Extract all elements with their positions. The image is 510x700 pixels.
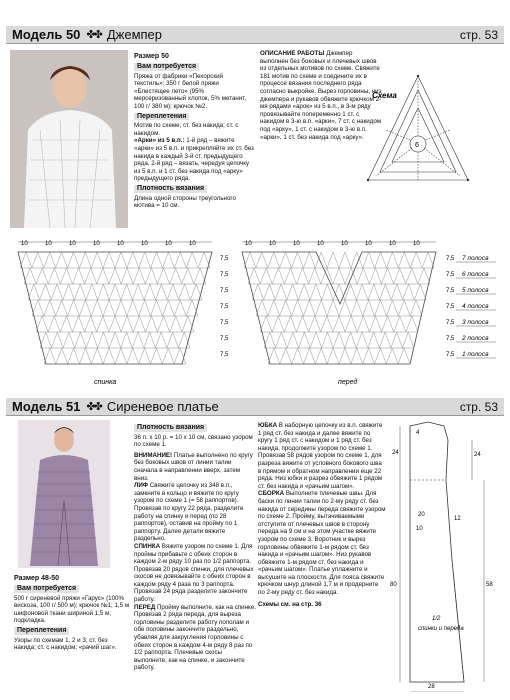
model50-pattern-diagram bbox=[6, 234, 504, 394]
stitches-text: Мотив по схеме; ст. без накида; ст. с накидом. bbox=[134, 122, 239, 137]
model50-requirements bbox=[134, 50, 254, 230]
motif-triangle bbox=[139, 252, 151, 268]
motif-triangle bbox=[280, 300, 292, 316]
motif-scheme bbox=[336, 50, 504, 210]
description-label: ОПИСАНИЕ РАБОТЫ bbox=[260, 50, 325, 57]
motif-triangle bbox=[109, 268, 121, 284]
materials-heading: Вам потребуется bbox=[14, 585, 79, 593]
motif-triangle bbox=[157, 268, 169, 284]
motif-triangle bbox=[72, 316, 84, 332]
model51-page: стр. 53 bbox=[459, 399, 498, 414]
motif-triangle bbox=[40, 284, 52, 300]
motif-triangle bbox=[103, 300, 115, 316]
motif-triangle bbox=[103, 252, 115, 268]
motif-triangle bbox=[127, 300, 139, 316]
motif-triangle bbox=[380, 284, 392, 300]
motif-triangle bbox=[414, 284, 426, 300]
motif-triangle bbox=[109, 284, 121, 300]
dress-pattern-outline bbox=[410, 422, 464, 682]
height-dim-label: 7,5 bbox=[220, 272, 229, 278]
width-dim-label: 10 bbox=[165, 241, 172, 247]
motif-triangle bbox=[74, 284, 86, 300]
motif-triangle bbox=[287, 284, 299, 300]
arches-text: 1-й ряд – вяжите «арки» из 5 в.п. и прикрепляйте их ст. без накида в каждый 3-й ст. предыдущего ряда, 2-й ряд – вязать, чередуя цепочку из 5 в.п. и 1 ст. без накида под «арку» предыдущего ряда. bbox=[134, 137, 254, 183]
motif-triangle bbox=[333, 332, 345, 348]
motif-triangle bbox=[391, 284, 403, 300]
motif-triangle bbox=[391, 332, 403, 348]
motif-triangle bbox=[315, 300, 327, 316]
motif-triangle bbox=[151, 252, 163, 268]
motif-triangle bbox=[115, 300, 127, 316]
motif-triangle bbox=[287, 332, 299, 348]
width-dim-label: 10 bbox=[269, 241, 276, 247]
motif-triangle bbox=[32, 252, 44, 268]
motif-triangle bbox=[109, 332, 121, 348]
width-dim-label: 10 bbox=[317, 241, 324, 247]
motif-triangle bbox=[303, 252, 315, 268]
motif-triangle bbox=[418, 268, 430, 284]
motif-triangle bbox=[280, 252, 292, 268]
woman-in-white-jumper-image bbox=[10, 50, 128, 228]
motif-triangle bbox=[315, 348, 327, 364]
motif-triangle bbox=[127, 348, 139, 364]
motif-triangle bbox=[280, 348, 292, 364]
width-dim-label: 10 bbox=[189, 241, 196, 247]
gauge-text: 36 п. х 10 р. = 10 х 10 см, связано узором по схеме 1. bbox=[134, 433, 253, 449]
motif-triangle bbox=[151, 348, 163, 364]
skirt-label: ЮБКА bbox=[258, 422, 278, 429]
motif-triangle bbox=[357, 268, 369, 284]
motif-triangle bbox=[260, 268, 272, 284]
height-dim-label: 7,5 bbox=[446, 320, 455, 326]
stripe-label: 3 полоса bbox=[462, 319, 489, 326]
motif-triangle bbox=[162, 348, 174, 364]
model51-column2 bbox=[258, 422, 386, 690]
motif-triangle bbox=[368, 332, 380, 348]
motif-triangle bbox=[406, 268, 418, 284]
motif-triangle bbox=[97, 316, 109, 332]
width-dim-label: 10 bbox=[69, 241, 76, 247]
motif-triangle bbox=[284, 316, 296, 332]
motif-triangle bbox=[422, 252, 434, 268]
motif-triangle bbox=[36, 316, 48, 332]
motif-triangle bbox=[52, 332, 64, 348]
motif-triangle bbox=[98, 284, 110, 300]
dim-4: 4 bbox=[416, 430, 420, 436]
width-dim-label: 10 bbox=[293, 241, 300, 247]
width-dim-label: 10 bbox=[45, 241, 52, 247]
dim-10: 10 bbox=[416, 526, 423, 532]
height-dim-label: 7,5 bbox=[220, 320, 229, 326]
motif-triangle bbox=[375, 348, 387, 364]
motif-triangle bbox=[345, 332, 357, 348]
motif-triangle bbox=[309, 268, 321, 284]
motif-triangle bbox=[86, 284, 98, 300]
height-dim-label: 7,5 bbox=[446, 336, 455, 342]
model50-header bbox=[6, 26, 504, 44]
motif-triangle bbox=[356, 284, 368, 300]
height-dim-label: 7,5 bbox=[446, 288, 455, 294]
assembly-label: СБОРКА bbox=[258, 490, 285, 498]
motif-triangle bbox=[155, 332, 167, 348]
motif-triangle bbox=[322, 332, 334, 348]
height-dim-label: 7,5 bbox=[220, 304, 229, 310]
motif-triangle bbox=[68, 252, 80, 268]
width-dim-label: 10 bbox=[21, 241, 28, 247]
motif-triangle bbox=[145, 316, 157, 332]
motif-triangle bbox=[310, 332, 322, 348]
stripe-label: 6 полоса bbox=[462, 271, 489, 278]
height-dim-label: 7,5 bbox=[446, 304, 455, 310]
motif-triangle bbox=[345, 316, 357, 332]
dim-28: 28 bbox=[428, 684, 435, 690]
height-dim-label: 7,5 bbox=[220, 352, 229, 358]
motif-triangle bbox=[63, 284, 75, 300]
motif-triangle bbox=[260, 316, 272, 332]
motif-triangle bbox=[167, 284, 179, 300]
motif-triangle bbox=[299, 332, 311, 348]
gauge-heading: Плотность вязания bbox=[134, 185, 207, 193]
back-label: СПИНКА bbox=[134, 542, 161, 550]
motif-triangle bbox=[79, 252, 91, 268]
motif-triangle bbox=[156, 284, 168, 300]
description-text: Джемпер выполнен без боковых и плечевых швов из отдельных мотивов по схеме. Свяжите 181 мотив по схеме и соедините их в процессе вязания последнего ряда согласно выкройке. Вырез горловины, низ джемпера и рукавов обвяжите крючком 2-мя рядами «арок» из 5 в.п., в 3-м ряду провязывайте попеременно 1 ст. с накидом в 3-ю в.п. «арки», 7 ст. с накидом под «арку», 1 ст. с накидом в 3-ю в.п. «арки», 1 ст. без накида под «арку». bbox=[260, 50, 382, 141]
motif-triangle bbox=[132, 284, 144, 300]
scheme-reference: Схемы см. на стр. 36 bbox=[258, 600, 322, 608]
model51-column1 bbox=[134, 422, 256, 690]
scheme-label: Схема bbox=[372, 91, 397, 100]
motif-triangle bbox=[410, 300, 422, 316]
motif-triangle bbox=[174, 300, 186, 316]
motif-triangle bbox=[398, 300, 410, 316]
dim-12: 12 bbox=[454, 516, 461, 522]
motif-triangle bbox=[363, 252, 375, 268]
motif-triangle bbox=[321, 316, 333, 332]
width-dim-label: 10 bbox=[93, 241, 100, 247]
dim-58: 58 bbox=[486, 582, 493, 588]
front-width-dims bbox=[242, 241, 436, 247]
motif-triangle bbox=[182, 316, 194, 332]
motif-triangle bbox=[345, 284, 357, 300]
motif-triangle bbox=[85, 316, 97, 332]
stripe-label: 1 полоса bbox=[462, 351, 489, 358]
front-label: перед bbox=[338, 379, 358, 386]
dress-pattern-diagram bbox=[388, 420, 506, 692]
motif-triangle bbox=[44, 300, 56, 316]
motif-triangle bbox=[56, 300, 68, 316]
motif-triangle bbox=[272, 268, 284, 284]
height-dim-label: 7,5 bbox=[446, 352, 455, 358]
model51-title: Сиреневое платье bbox=[106, 399, 219, 414]
motif-triangle bbox=[375, 252, 387, 268]
model51-photo bbox=[18, 420, 110, 568]
height-dim-label: 7,5 bbox=[220, 256, 229, 262]
width-dim-label: 10 bbox=[245, 241, 252, 247]
scheme-center: 6 bbox=[415, 142, 419, 149]
motif-triangle bbox=[297, 268, 309, 284]
skirt-text: В наборную цепочку из в.п. свяжите 1 ряд ст. без накида и далее вяжите по кругу 1 ряд ст. с накидом и 1 ряд ст. без накида, продолжите узором по схеме 1. Провязав 58 рядов узором по схеме 1, для разреза вяжите от условного бокового шва в прямом и обратном направлении еще 22 ряда. Низ юбки и разрез обвяжите 1 рядом ст. без накида и «рачьим шагом». bbox=[258, 422, 383, 490]
stripe-label: 4 полоса bbox=[462, 303, 489, 310]
height-dim-label: 7,5 bbox=[220, 288, 229, 294]
size-heading: Размер 50 bbox=[134, 53, 169, 60]
motif-triangle bbox=[48, 316, 60, 332]
motif-triangle bbox=[115, 348, 127, 364]
motif-triangle bbox=[339, 348, 351, 364]
motif-triangle bbox=[410, 252, 422, 268]
back-label: спинка bbox=[94, 379, 117, 386]
motif-triangle bbox=[170, 316, 182, 332]
motif-triangle bbox=[163, 252, 175, 268]
motif-triangle bbox=[292, 252, 304, 268]
model50-title: Джемпер bbox=[106, 27, 163, 42]
motif-triangle bbox=[121, 316, 133, 332]
motif-triangle bbox=[44, 252, 56, 268]
motif-triangle bbox=[121, 284, 133, 300]
motif-triangle bbox=[85, 268, 97, 284]
motif-triangle bbox=[304, 348, 316, 364]
stitches-text: Узоры по схемам 1, 2 и 3; ст. без накида; ст. с накидом; «рачий шаг». bbox=[14, 636, 117, 652]
motif-triangle bbox=[170, 268, 182, 284]
motif-triangle bbox=[357, 316, 369, 332]
motif-triangle bbox=[351, 300, 363, 316]
motif-triangle bbox=[394, 268, 406, 284]
motif-triangle bbox=[162, 300, 174, 316]
motif-triangle bbox=[386, 300, 398, 316]
stripe-labels bbox=[456, 255, 496, 358]
materials-text: 500 г сиреневой пряжи «Гарус» (100% вискоза, 100 г/ 500 м); крючок №1; 1,5 м шифоновой ткани шириной 1,5 м; подкладка. bbox=[14, 594, 130, 625]
motif-triangle bbox=[264, 284, 276, 300]
decor-icon: ✤✤ bbox=[86, 29, 101, 41]
motif-triangle bbox=[190, 284, 202, 300]
motif-triangle bbox=[327, 252, 339, 268]
motif-triangle bbox=[375, 300, 387, 316]
motif-triangle bbox=[24, 268, 36, 284]
motif-triangle bbox=[333, 268, 345, 284]
width-dim-label: 10 bbox=[365, 241, 372, 247]
motif-triangle bbox=[139, 300, 151, 316]
motif-triangle bbox=[86, 332, 98, 348]
motif-triangle bbox=[386, 348, 398, 364]
motif-triangle bbox=[73, 268, 85, 284]
motif-triangle bbox=[403, 284, 415, 300]
motif-triangle bbox=[369, 268, 381, 284]
gauge-text: Длина одной стороны треугольного мотива = 10 см. bbox=[134, 194, 236, 210]
attention-text: Платье выполнено по кругу без боковых швов от линии талии сначала в направлении вверх, затем вниз. bbox=[134, 451, 253, 482]
motif-triangle bbox=[36, 268, 48, 284]
model51-header bbox=[6, 398, 504, 416]
motif-triangle bbox=[60, 268, 72, 284]
motif-triangle bbox=[144, 284, 156, 300]
motif-triangle bbox=[268, 300, 280, 316]
motif-triangle bbox=[406, 316, 418, 332]
motif-triangle bbox=[139, 348, 151, 364]
size-heading: Размер 48-50 bbox=[14, 575, 60, 582]
pattern-panel-label: спинки и переда bbox=[418, 626, 464, 632]
motif-triangle bbox=[182, 268, 194, 284]
stitches-heading: Переплетения bbox=[14, 627, 69, 635]
motif-triangle bbox=[56, 348, 68, 364]
back-height-dims bbox=[220, 256, 229, 358]
arches-label: «Арки» из 5 в.п.: bbox=[134, 137, 185, 145]
motif-triangle bbox=[144, 332, 156, 348]
motif-triangle bbox=[292, 300, 304, 316]
motif-triangle bbox=[133, 268, 145, 284]
stitches-heading: Переплетения bbox=[134, 113, 189, 121]
motif-triangle bbox=[327, 348, 339, 364]
motif-triangle bbox=[272, 316, 284, 332]
motif-triangle bbox=[151, 300, 163, 316]
front-pattern bbox=[242, 252, 436, 364]
model51-number: Модель 51 bbox=[12, 399, 81, 414]
width-dim-label: 10 bbox=[341, 241, 348, 247]
back-width-dims bbox=[18, 241, 212, 247]
front-label: ПЕРЕД bbox=[134, 603, 156, 611]
pattern-fraction: 1/2 bbox=[432, 616, 441, 622]
model50-number: Модель 50 bbox=[12, 27, 81, 42]
model50-photo bbox=[10, 50, 128, 228]
motif-triangle bbox=[68, 300, 80, 316]
motif-triangle bbox=[402, 332, 414, 348]
motif-triangle bbox=[98, 332, 110, 348]
motif-triangle bbox=[63, 332, 75, 348]
motif-triangle bbox=[394, 316, 406, 332]
dim-24-right: 24 bbox=[474, 452, 481, 458]
motif-triangle bbox=[268, 252, 280, 268]
motif-triangle bbox=[298, 284, 310, 300]
motif-triangle bbox=[284, 268, 296, 284]
motif-triangle bbox=[127, 252, 139, 268]
motif-triangle bbox=[60, 316, 72, 332]
motif-triangle bbox=[369, 316, 381, 332]
dim-24: 24 bbox=[392, 450, 399, 456]
motif-triangle bbox=[115, 252, 127, 268]
woman-in-lilac-dress-image bbox=[18, 420, 110, 568]
motif-triangle bbox=[368, 284, 380, 300]
motif-triangle bbox=[121, 332, 133, 348]
motif-triangle bbox=[339, 252, 351, 268]
motif-triangle bbox=[109, 316, 121, 332]
motif-triangle bbox=[133, 316, 145, 332]
width-dim-label: 10 bbox=[413, 241, 420, 247]
motif-triangle bbox=[167, 332, 179, 348]
motif-triangle bbox=[186, 252, 198, 268]
motif-triangle bbox=[91, 348, 103, 364]
model51-requirements bbox=[14, 572, 130, 678]
motif-triangle bbox=[379, 332, 391, 348]
motif-triangle bbox=[179, 284, 191, 300]
bodice-text: Свяжите цепочку из 348 в.п., замкните в кольцо и вяжите по кругу узором по схеме 1 (= 58 раппортов). Провязав по кругу 22 ряда, разделите работу на спинку и перед (по 28 раппортов), оставив на пройму по 1 раппорту. Далее детали вяжите раздельно. bbox=[134, 482, 244, 543]
assembly-text: Выполните плечевые швы. Для баски по линии талии по 2-му ряду ст. без накида от середины переда свяжите узором по схеме 2. Пройму, вытачиваемыми отступите от плечевых швов в сторону переда на 9 см и на этом участке вяжите узором по схеме 3. Воротник и вырез горловины обвяжите 1-м рядом ст. без накида и «рачьим шагом». Низ рукавов обвяжите 1-м рядом ст. без накида и «рачьим шагом». Платье уплажните и высушите на плоскости. Для пояса свяжите крючком шнур длиной 1,7 м и продерните по 2-му ряду ст. без накида. bbox=[258, 490, 386, 597]
motif-triangle bbox=[381, 268, 393, 284]
stripe-label: 2 полоса bbox=[462, 335, 489, 342]
motif-triangle bbox=[275, 284, 287, 300]
motif-triangle bbox=[382, 316, 394, 332]
motif-triangle bbox=[333, 316, 345, 332]
motif-triangle bbox=[309, 316, 321, 332]
width-dim-label: 10 bbox=[141, 241, 148, 247]
motif-triangle bbox=[103, 348, 115, 364]
height-dim-label: 7,5 bbox=[446, 272, 455, 278]
attention-label: ВНИМАНИЕ! bbox=[134, 451, 173, 459]
motif-triangle bbox=[398, 348, 410, 364]
model50-page: стр. 53 bbox=[459, 27, 498, 42]
motif-triangle bbox=[248, 268, 260, 284]
back-pattern bbox=[18, 252, 212, 364]
dim-80: 80 bbox=[390, 582, 397, 588]
motif-triangle bbox=[292, 348, 304, 364]
motif-triangle bbox=[158, 316, 170, 332]
motif-triangle bbox=[145, 268, 157, 284]
motif-triangle bbox=[351, 348, 363, 364]
width-dim-label: 10 bbox=[117, 241, 124, 247]
motif-triangle bbox=[121, 268, 133, 284]
decor-icon: ✤✤ bbox=[86, 401, 101, 413]
motif-triangle bbox=[174, 252, 186, 268]
materials-text: Пряжа от фабрики «Пехорский текстиль»: 350 г белой пряжи «Блестящее лето» (95% мерсеризованный хлопок, 5% метанит, 100 г/ 380 м); крючок №2. bbox=[134, 72, 247, 110]
motif-triangle bbox=[356, 332, 368, 348]
width-dim-label: 10 bbox=[389, 241, 396, 247]
front-height-dims bbox=[446, 256, 455, 358]
motif-triangle bbox=[75, 332, 87, 348]
motif-triangle bbox=[256, 252, 268, 268]
height-dim-label: 7,5 bbox=[446, 256, 455, 262]
materials-heading: Вам потребуется bbox=[134, 63, 199, 71]
motif-triangle bbox=[387, 252, 399, 268]
front-text: Пройму выполните, как на спинке. Провязав 2 ряда переда, для выреза горловины разделите работу пополам и обе половины закончите раздельно, убавляя для закругления горловины с обеих сторон в каждом 4-м ряду 8 раз по 1/2 раппорта. Плечевые скосы выполните, как на спинке, и закончите работу. bbox=[134, 603, 256, 672]
motif-triangle bbox=[51, 284, 63, 300]
stripe-label: 7 полоса bbox=[462, 255, 489, 262]
motif-triangle bbox=[363, 300, 375, 316]
back-text: Вяжите узором по схеме 1. Для проймы прибавьте с обеих сторон в каждом 2-м ряду 10 раз по 1/2 раппорта. Провязав 20 рядов спинки, для плечевых скосов не довязывайте с обеих сторон в каждом ряду 4 раза по 3 раппорта. Провязав 24 ряда разделите закончите работу. bbox=[134, 542, 254, 604]
height-dim-label: 7,5 bbox=[220, 336, 229, 342]
motif-triangle bbox=[91, 252, 103, 268]
motif-triangle bbox=[97, 268, 109, 284]
motif-triangle bbox=[398, 252, 410, 268]
motif-triangle bbox=[303, 300, 315, 316]
gauge-heading: Плотность вязания bbox=[134, 424, 207, 432]
motif-triangle bbox=[327, 300, 339, 316]
motif-triangle bbox=[310, 284, 322, 300]
motif-triangle bbox=[68, 348, 80, 364]
motif-triangle bbox=[296, 316, 308, 332]
motif-triangle bbox=[186, 300, 198, 316]
motif-triangle bbox=[80, 348, 92, 364]
stripe-label: 5 полоса bbox=[462, 287, 489, 294]
motif-triangle bbox=[132, 332, 144, 348]
motif-triangle bbox=[91, 300, 103, 316]
motif-triangle bbox=[79, 300, 91, 316]
motif-triangle bbox=[363, 348, 375, 364]
motif-triangle bbox=[345, 268, 357, 284]
motif-triangle bbox=[56, 252, 68, 268]
motif-triangle bbox=[48, 268, 60, 284]
dim-20: 20 bbox=[418, 512, 425, 518]
motif-triangle bbox=[276, 332, 288, 348]
bodice-label: ЛИФ bbox=[134, 482, 149, 490]
